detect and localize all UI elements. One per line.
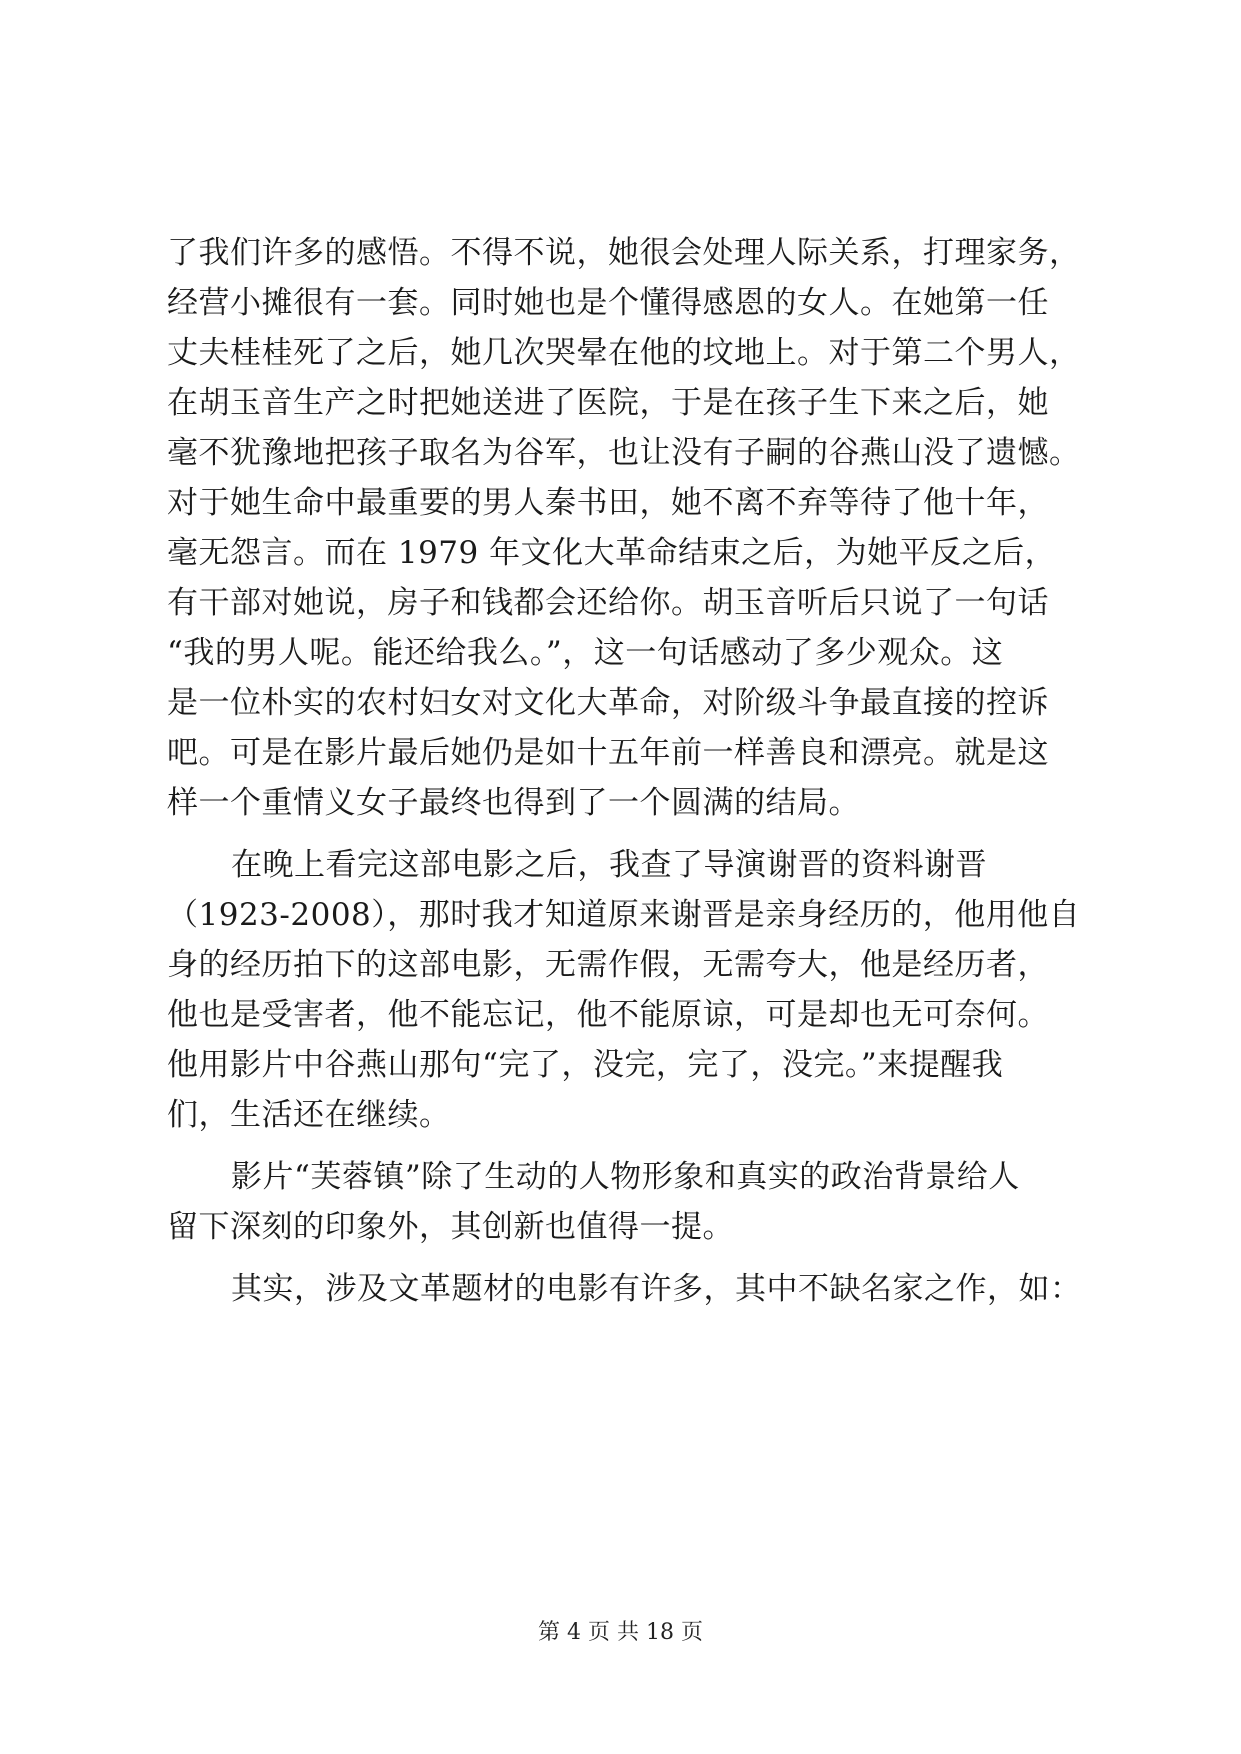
text-line: 了我们许多的感悟。不得不说，她很会处理人际关系，打理家务， xyxy=(167,235,1081,271)
text-line: 经营小摊很有一套。同时她也是个懂得感恩的女人。在她第一任 xyxy=(167,285,1049,321)
text-line: 影片“芙蓉镇”除了生动的人物形象和真实的政治背景给人 xyxy=(231,1159,1020,1195)
text-line: 他也是受害者，他不能忘记，他不能原谅，可是却也无可奈何。 xyxy=(167,997,1049,1033)
text-line: 毫不犹豫地把孩子取名为谷军，也让没有子嗣的谷燕山没了遗憾。 xyxy=(167,435,1081,471)
paragraph xyxy=(167,840,1081,1140)
text-line: 样一个重情义女子最终也得到了一个圆满的结局。 xyxy=(167,785,860,821)
paragraph xyxy=(167,228,1081,828)
paragraph xyxy=(167,1152,1077,1252)
text-line: 留下深刻的印象外，其创新也值得一提。 xyxy=(167,1209,734,1245)
text-line: 毫无怨言。而在 1979 年文化大革命结束之后，为她平反之后， xyxy=(167,535,1057,571)
text-line: 在胡玉音生产之时把她送进了医院，于是在孩子生下来之后，她 xyxy=(167,385,1049,421)
text-line: 他用影片中谷燕山那句“完了，没完，完了，没完。”来提醒我 xyxy=(167,1047,1004,1083)
paragraph-gap xyxy=(167,1140,1077,1152)
text-line: 其实，涉及文革题材的电影有许多，其中不缺名家之作，如： xyxy=(231,1271,1082,1307)
text-line: 丈夫桂桂死了之后，她几次哭晕在他的坟地上。对于第二个男人， xyxy=(167,335,1081,371)
text-line: “我的男人呢。能还给我么。”，这一句话感动了多少观众。这 xyxy=(167,635,1004,671)
text-line: 有干部对她说，房子和钱都会还给你。胡玉音听后只说了一句话 xyxy=(167,585,1049,621)
text-line: （1923-2008），那时我才知道原来谢晋是亲身经历的，他用他自 xyxy=(167,897,1081,933)
paragraph-gap xyxy=(167,828,1077,840)
text-line: 吧。可是在影片最后她仍是如十五年前一样善良和漂亮。就是这 xyxy=(167,735,1049,771)
text-line: 在晚上看完这部电影之后，我查了导演谢晋的资料谢晋 xyxy=(231,847,987,883)
text-line: 们，生活还在继续。 xyxy=(167,1097,451,1133)
body-text xyxy=(167,228,1082,1314)
text-line: 身的经历拍下的这部电影，无需作假，无需夸大，他是经历者， xyxy=(167,947,1049,983)
paragraph-gap xyxy=(167,1252,1077,1264)
page-number-footer: 第 4 页 共 18 页 xyxy=(538,1620,703,1645)
text-line: 对于她生命中最重要的男人秦书田，她不离不弃等待了他十年， xyxy=(167,485,1049,521)
paragraph xyxy=(167,1264,1082,1314)
text-line: 是一位朴实的农村妇女对文化大革命，对阶级斗争最直接的控诉 xyxy=(167,685,1049,721)
